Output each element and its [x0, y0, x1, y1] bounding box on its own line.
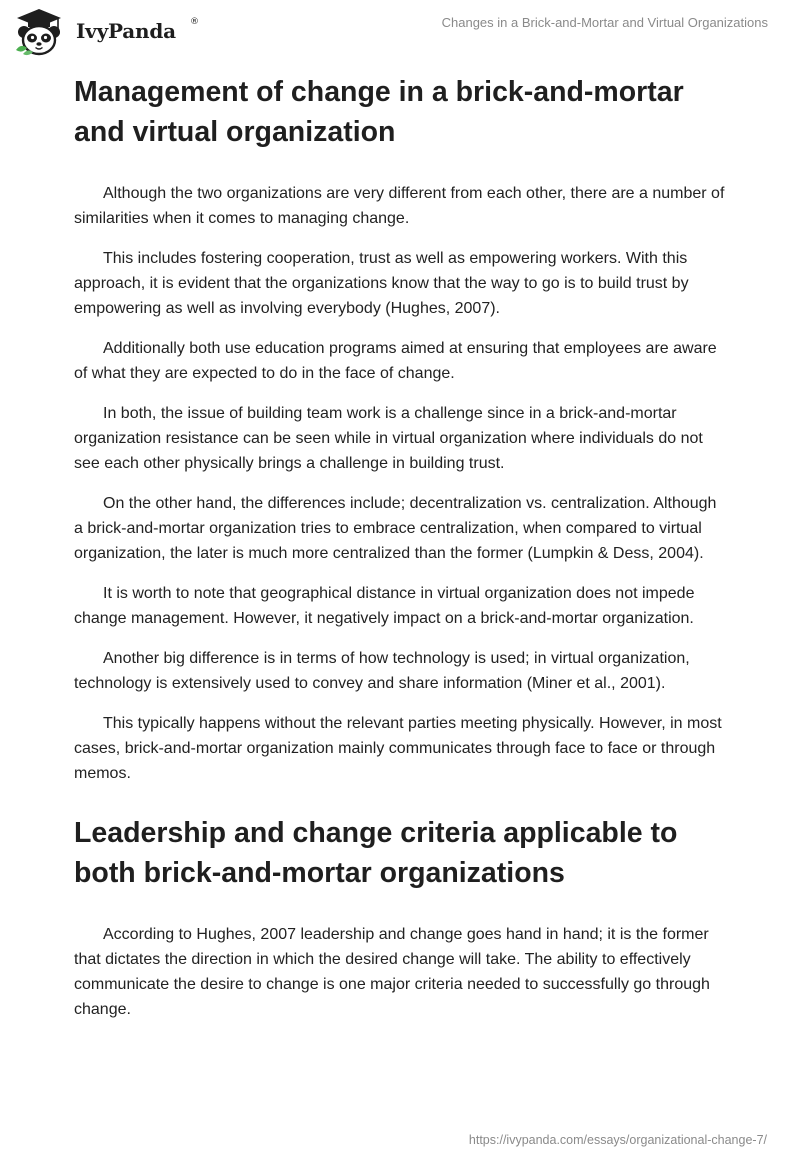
paragraph: Another big difference is in terms of how technology is used; in virtual organization, technology is extensively used to convey and share information (Miner et al., 2001). — [74, 650, 690, 692]
paragraph: On the other hand, the differences include; decentralization vs. centralization. Although a brick-and-mortar organization tries to embrace centralization, when compared to virtual organization, the later is much more centralized than the former (Lumpkin & Dess, 2004). — [74, 495, 717, 562]
paragraph: This typically happens without the relevant parties meeting physically. However, in most cases, brick-and-mortar organization mainly communicates through face to face or through memos. — [74, 715, 722, 782]
paragraph: According to Hughes, 2007 leadership and change goes hand in hand; it is the former that dictates the direction in which the desired change will take. The ability to effectively communicate the desire to change is one major criteria needed to successfully go through change. — [74, 926, 710, 1018]
paragraph: It is worth to note that geographical distance in virtual organization does not impede change management. However, it negatively impact on a brick-and-mortar organization. — [74, 585, 695, 627]
panda-graduate-icon — [14, 8, 64, 56]
section-heading-management: Management of change in a brick-and-mortar and virtual organization — [74, 76, 684, 148]
document-title: Changes in a Brick-and-Mortar and Virtual Organizations — [441, 15, 768, 30]
registered-mark: ® — [190, 17, 199, 27]
source-url-link[interactable]: https://ivypanda.com/essays/organizational-change-7/ — [468, 1133, 767, 1147]
article-body — [74, 72, 728, 1037]
brand-name: IvyPanda — [76, 19, 176, 43]
ivypanda-logo[interactable] — [14, 8, 204, 56]
section-heading-leadership: Leadership and change criteria applicable to both brick-and-mortar organizations — [74, 817, 678, 889]
paragraph: In both, the issue of building team work is a challenge since in a brick-and-mortar organization resistance can be seen while in virtual organization where individuals do not see each other physically brings a challenge in building trust. — [74, 405, 703, 472]
paragraph: Although the two organizations are very different from each other, there are a number of similarities when it comes to managing change. — [74, 185, 725, 227]
paragraph: This includes fostering cooperation, trust as well as empowering workers. With this approach, it is evident that the organizations know that the way to go is to build trust by empowering as well as involving everybody (Hughes, 2007). — [74, 250, 689, 317]
paragraph: Additionally both use education programs aimed at ensuring that employees are aware of what they are expected to do in the face of change. — [74, 340, 717, 382]
page-header — [0, 0, 800, 60]
